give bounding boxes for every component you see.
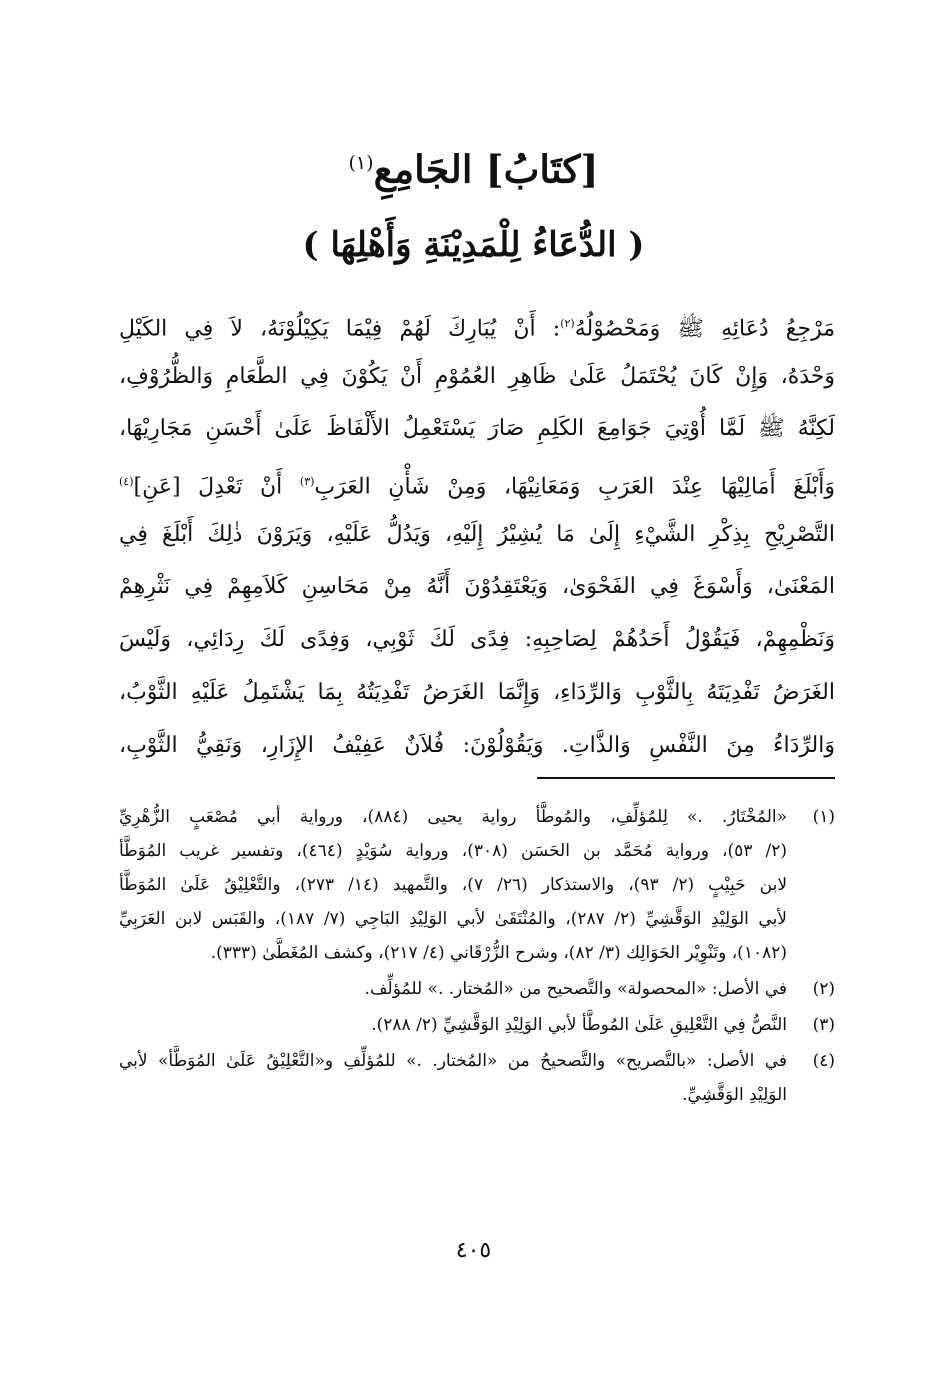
body-text (119, 298, 835, 772)
footnote-line: (١٠٨٢)، وتَنْوِيْر الحَوَالِك (٣/ ٨٢)، وشرح الزُّرْقَاني (٤/ ٢١٧)، وكشف المُغَطَّىٰ (٣٣٣). (210, 943, 787, 963)
footnote-number: (٣) (812, 1015, 835, 1035)
footnote (119, 1044, 835, 1112)
body-line: المَعْنَىٰ، وَأَسْوَغَ فِي الفَحْوَىٰ، وَيَعْتَقِدُوْنَ أَنَّهُ مِنْ مَحَاسِنِ كَلاَمِهِمْ فِي نَثْرِهِمْ (119, 574, 835, 600)
body-line: وَنَظْمِهِمْ، فَيَقُوْلُ أَحَدُهُمْ لِصَاحِبِهِ: فِدًى لَكَ ثَوْبِي، وَفِدًى لَكَ رِدَائِي، وَلَيْسَ (119, 627, 835, 653)
footnote-number: (٤) (812, 1051, 835, 1071)
note-ref: (٣) (299, 475, 315, 489)
footnote-body (119, 800, 787, 970)
chapter-title-text: [كتَابُ] الجَامِعِ (373, 146, 599, 192)
footnote-body (119, 972, 787, 1006)
body-line: وَحْدَهُ، وَإِنْ كَانَ يُحْتَمَلُ عَلَىٰ ظَاهِرِ العُمُوْمِ أَنْ يَكُوْنَ فِي الطَّعَامِ وَالظُّرُوْفِ، (119, 363, 835, 389)
chapter-title (0, 138, 947, 195)
footnote-line: في الأصل: «المحصولة» والتَّصحيح من «المُختار. .» للمُؤلِّف. (364, 979, 787, 999)
note-ref: (٤) (119, 475, 134, 489)
body-line: مَرْجِعُ دُعَائِهِ ﷺ وَمَحْصُوْلُهُ$^{(٢)}$: أَنْ يُبَارِكَ لَهُمْ فِيْمَا يَكِيْلُوْنَهُ، لاَ فِي الكَيْلِ (119, 316, 835, 342)
footnote-divider (537, 777, 835, 779)
footnote-body (119, 1044, 787, 1112)
footnote-line: «المُخْتَارُ. .» لِلمُؤلِّفِ، والمُوطَّأ رواية يحيى (٨٨٤)، ورواية أبي مُصْعَبٍ الزُّهْرِيِّ (119, 807, 787, 827)
body-line: لَكِنَّهُ ﷺ لَمَّا أُوْتِيَ جَوَامِعَ الكَلِمِ صَارَ يَسْتَعْمِلُ الأَلْفَاظَ عَلَىٰ أَحْسَنِ مَجَارِيْهَا، (119, 416, 835, 442)
chapter-note-ref: (١) (348, 152, 374, 174)
footnote (119, 1008, 835, 1042)
footnote-line: الوَلِيْدِ الوَقَّشِيِّ. (682, 1085, 787, 1105)
footnote (119, 972, 835, 1006)
footnote (119, 800, 835, 970)
footnote-body (119, 1008, 787, 1042)
footnote-number: (٢) (812, 979, 835, 999)
footnote-line: لأبي الوَلِيْدِ الوَقَّشِيِّ (٢/ ٢٨٧)، والمُنْتَقَىٰ لأبي الوَلِيْدِ البَاجِي (٧/ ١٨٧)، والقَبَس لابن العَرَبِيِّ (119, 909, 787, 929)
footnote-number: (١) (812, 807, 835, 827)
footnote-line: (٢/ ٥٣)، ورواية مُحَمَّد بن الحَسَن (٣٠٨)، ورواية سُوَيْدٍ (٤٦٤)، وتفسير غريب المُوَطَّأ (119, 841, 787, 861)
body-line: وَأَبْلَغَ أَمَالِيْهَا عِنْدَ العَرَبِ وَمَعَانِيْهَا، وَمِنْ شَأْنِ العَرَبِ$^{(٣)}$ أَنْ تَعْدِلَ [عَنِ]$^{(٤)}$ (119, 474, 835, 500)
body-line: وَالرِّدَاءُ مِنَ النَّفْسِ وَالذَّاتِ. وَيَقُوْلُوْنَ: فُلاَنٌ عَفِيْفُ الإِزَارِ، وَنَقِيُّ الثَّوْبِ، (119, 732, 835, 758)
note-ref: (٢) (560, 317, 575, 330)
footnote-line: لابن حَبِيْبٍ (٢/ ٩٣)، والاستذكار (٢٦/ ٧)، والتَّمهيد (١٤/ ٢٧٣)، والتَّعْلِيْقُ عَلَىٰ المُوَطَّأ (119, 875, 787, 895)
footnote-line: النَّصُّ فِي التَّعْلِيقِ عَلَىٰ المُوطَّأ لأبي الوَلِيْدِ الوَقَّشِيِّ (٢/ ٢٨٨). (371, 1015, 787, 1035)
footnote-line: في الأصل: «بالتَّصريح» والتَّصحيحُ من «المُختار. .» للمُؤلِّفِ و«التَّعْلِيْقُ عَلَىٰ المُوَطَّأ» لأبي (119, 1051, 787, 1071)
body-line: التَّصْرِيْحِ بِذِكْرِ الشَّيْءِ إِلَىٰ مَا يُشِيْرُ إِلَيْهِ، وَيَدُلُّ عَلَيْهِ، وَيَرَوْنَ ذٰلِكَ أَبْلَغَ فِي (119, 521, 835, 547)
body-line: الغَرَضُ تَفْدِيَتَهُ بِالثَّوْبِ وَالرِّدَاءِ، وَإِنَّمَا الغَرَضُ تَفْدِيَتُهُ بِمَا يَشْتَمِلُ عَلَيْهِ الثَّوْبُ، (119, 679, 835, 705)
page-number: ٤٠٥ (455, 1238, 492, 1263)
section-subtitle: ( الدُّعَاءُ لِلْمَدِيْنَةِ وَأَهْلِهَا ) (302, 225, 645, 265)
footnotes (119, 800, 835, 1114)
